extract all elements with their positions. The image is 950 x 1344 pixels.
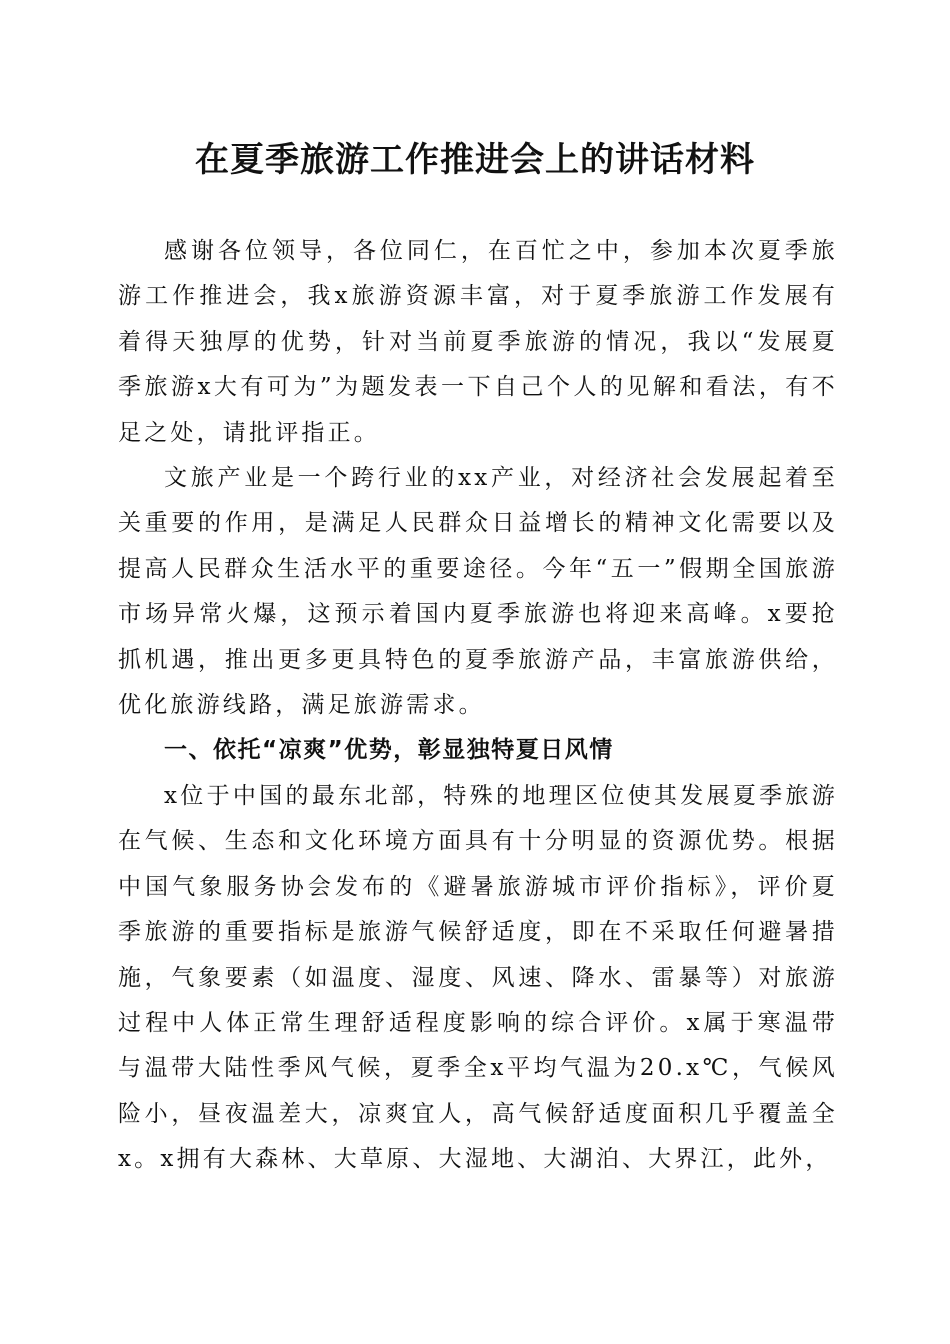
section-1-heading: 一、依托“凉爽”优势，彰显独特夏日风情: [164, 737, 614, 764]
document-body: [118, 229, 838, 1183]
document-title: 在夏季旅游工作推进会上的讲话材料: [195, 140, 755, 180]
background-paragraph: 文旅产业是一个跨行业的xx产业，对经济社会发展起着至关重要的作用，是满足人民群众日益增长的精神文化需要以及提高人民群众生活水平的重要途径。今年“五一”假期全国旅游市场异常火爆，这预示着国内夏季旅游也将迎来高峰。x要抢抓机遇，推出更多更具特色的夏季旅游产品，丰富旅游供给，优化旅游线路，满足旅游需求。: [118, 465, 838, 719]
intro-paragraph: 感谢各位领导，各位同仁，在百忙之中，参加本次夏季旅游工作推进会，我x旅游资源丰富，对于夏季旅游工作发展有着得天独厚的优势，针对当前夏季旅游的情况，我以“发展夏季旅游x大有可为”为题发表一下自己个人的见解和看法，有不足之处，请批评指正。: [118, 238, 838, 446]
section-1-paragraph: x位于中国的最东北部，特殊的地理区位使其发展夏季旅游在气候、生态和文化环境方面具有十分明显的资源优势。根据中国气象服务协会发布的《避暑旅游城市评价指标》，评价夏季旅游的重要指标是旅游气候舒适度，即在不采取任何避暑措施，气象要素（如温度、湿度、风速、降水、雷暴等）对旅游过程中人体正常生理舒适程度影响的综合评价。x属于寒温带与温带大陆性季风气候，夏季全x平均气温为20.x℃，气候风险小，昼夜温差大，凉爽宜人，高气候舒适度面积几乎覆盖全x。x拥有大森林、大草原、大湿地、大湖泊、大界江，此外，: [118, 782, 838, 1173]
